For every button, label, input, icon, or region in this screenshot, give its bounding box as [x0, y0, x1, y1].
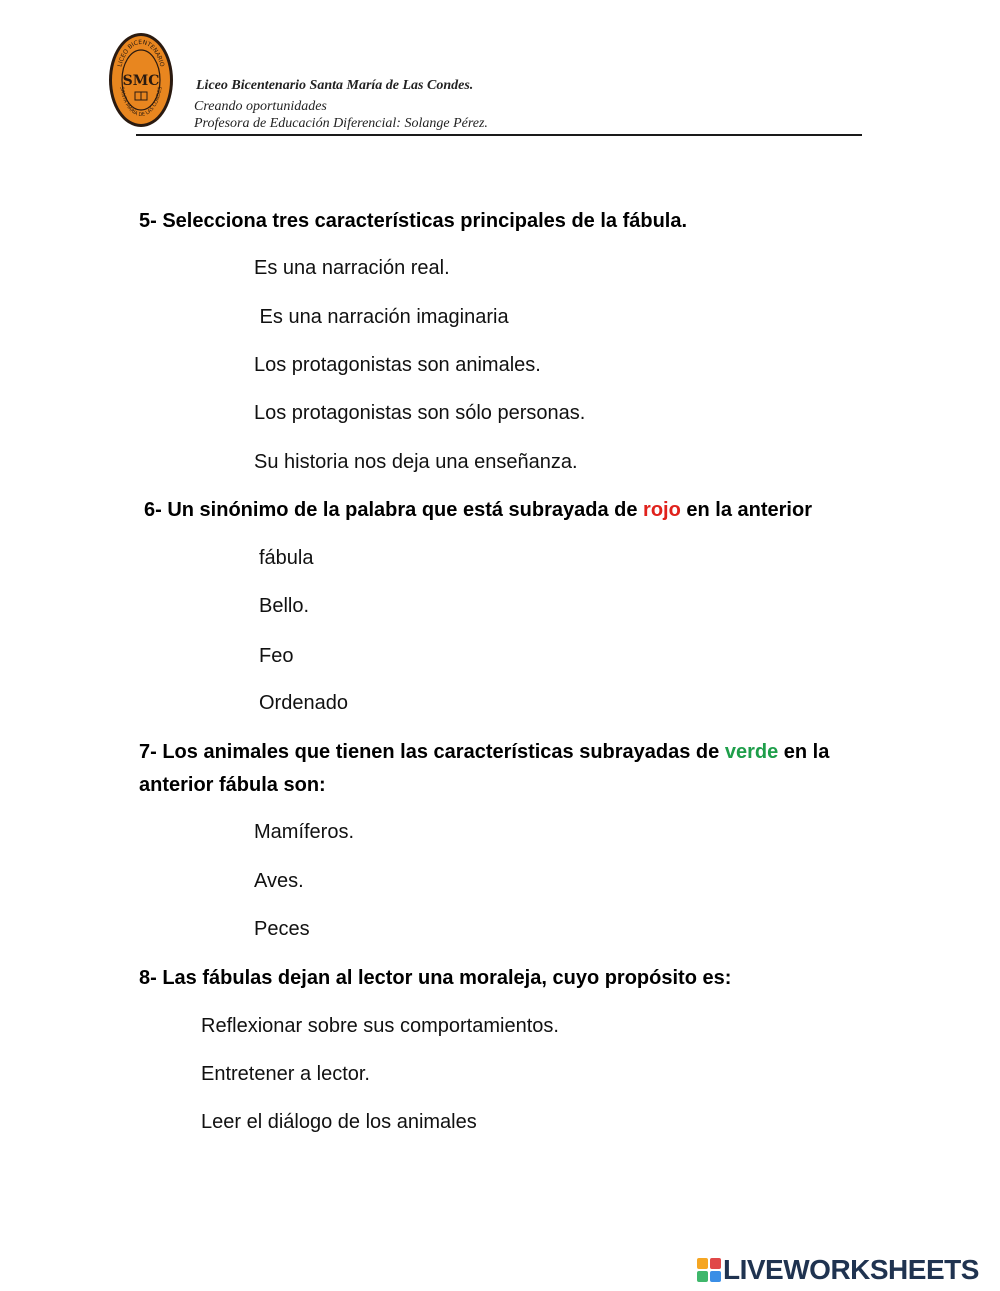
q6-option-4[interactable]: Ordenado	[259, 692, 348, 714]
question-8: 8- Las fábulas dejan al lector una moraleja, cuyo propósito es:	[139, 967, 732, 989]
q6-text-before: 6- Un sinónimo de la palabra que está subrayada de	[144, 499, 644, 521]
q7-text-after: en la	[778, 741, 830, 763]
q6-option-2[interactable]: Bello.	[259, 595, 310, 617]
q6-highlight-red: rojo	[643, 499, 681, 521]
liveworksheets-logo-icon	[697, 1258, 721, 1282]
q8-option-2[interactable]: Entretener a lector.	[201, 1063, 370, 1085]
q6-option-1[interactable]: fábula	[259, 547, 314, 569]
school-motto: Creando oportunidades	[194, 99, 327, 114]
q7-text-before: 7- Los animales que tienen las características subrayadas de	[139, 741, 725, 763]
logo-arc-bottom: SANTA MARÍA DE LAS CONDES	[118, 86, 164, 119]
school-name: Liceo Bicentenario Santa María de Las Condes.	[196, 78, 474, 93]
q7-highlight-green: verde	[724, 741, 779, 763]
question-7	[139, 736, 829, 802]
liveworksheets-wordmark: LIVEWORKSHEETS	[723, 1254, 979, 1285]
q7-option-2[interactable]: Aves.	[254, 870, 304, 892]
question-6	[144, 494, 812, 527]
q6-text-after: en la anterior	[680, 499, 812, 521]
q5-option-4[interactable]: Los protagonistas son sólo personas.	[254, 402, 586, 424]
teacher-name: Profesora de Educación Diferencial: Solange Pérez.	[194, 116, 488, 131]
question-5: 5- Selecciona tres características principales de la fábula.	[139, 210, 688, 232]
school-logo	[108, 32, 174, 128]
q7-line-2: anterior fábula son:	[139, 774, 326, 796]
logo-arc-top: LICEO BICENTENARIO	[116, 38, 166, 68]
q5-option-1[interactable]: Es una narración real.	[254, 257, 450, 279]
q5-option-3[interactable]: Los protagonistas son animales.	[254, 354, 541, 376]
q5-option-2[interactable]: Es una narración imaginaria	[254, 306, 509, 328]
q6-option-3[interactable]: Feo	[259, 645, 294, 667]
q8-option-3[interactable]: Leer el diálogo de los animales	[201, 1111, 477, 1133]
q7-option-1[interactable]: Mamíferos.	[254, 821, 355, 843]
header-divider	[136, 134, 862, 136]
q5-option-5[interactable]: Su historia nos deja una enseñanza.	[254, 451, 578, 473]
q8-option-1[interactable]: Reflexionar sobre sus comportamientos.	[201, 1015, 559, 1037]
q7-option-3[interactable]: Peces	[254, 918, 310, 940]
logo-monogram: SMC	[122, 73, 160, 89]
